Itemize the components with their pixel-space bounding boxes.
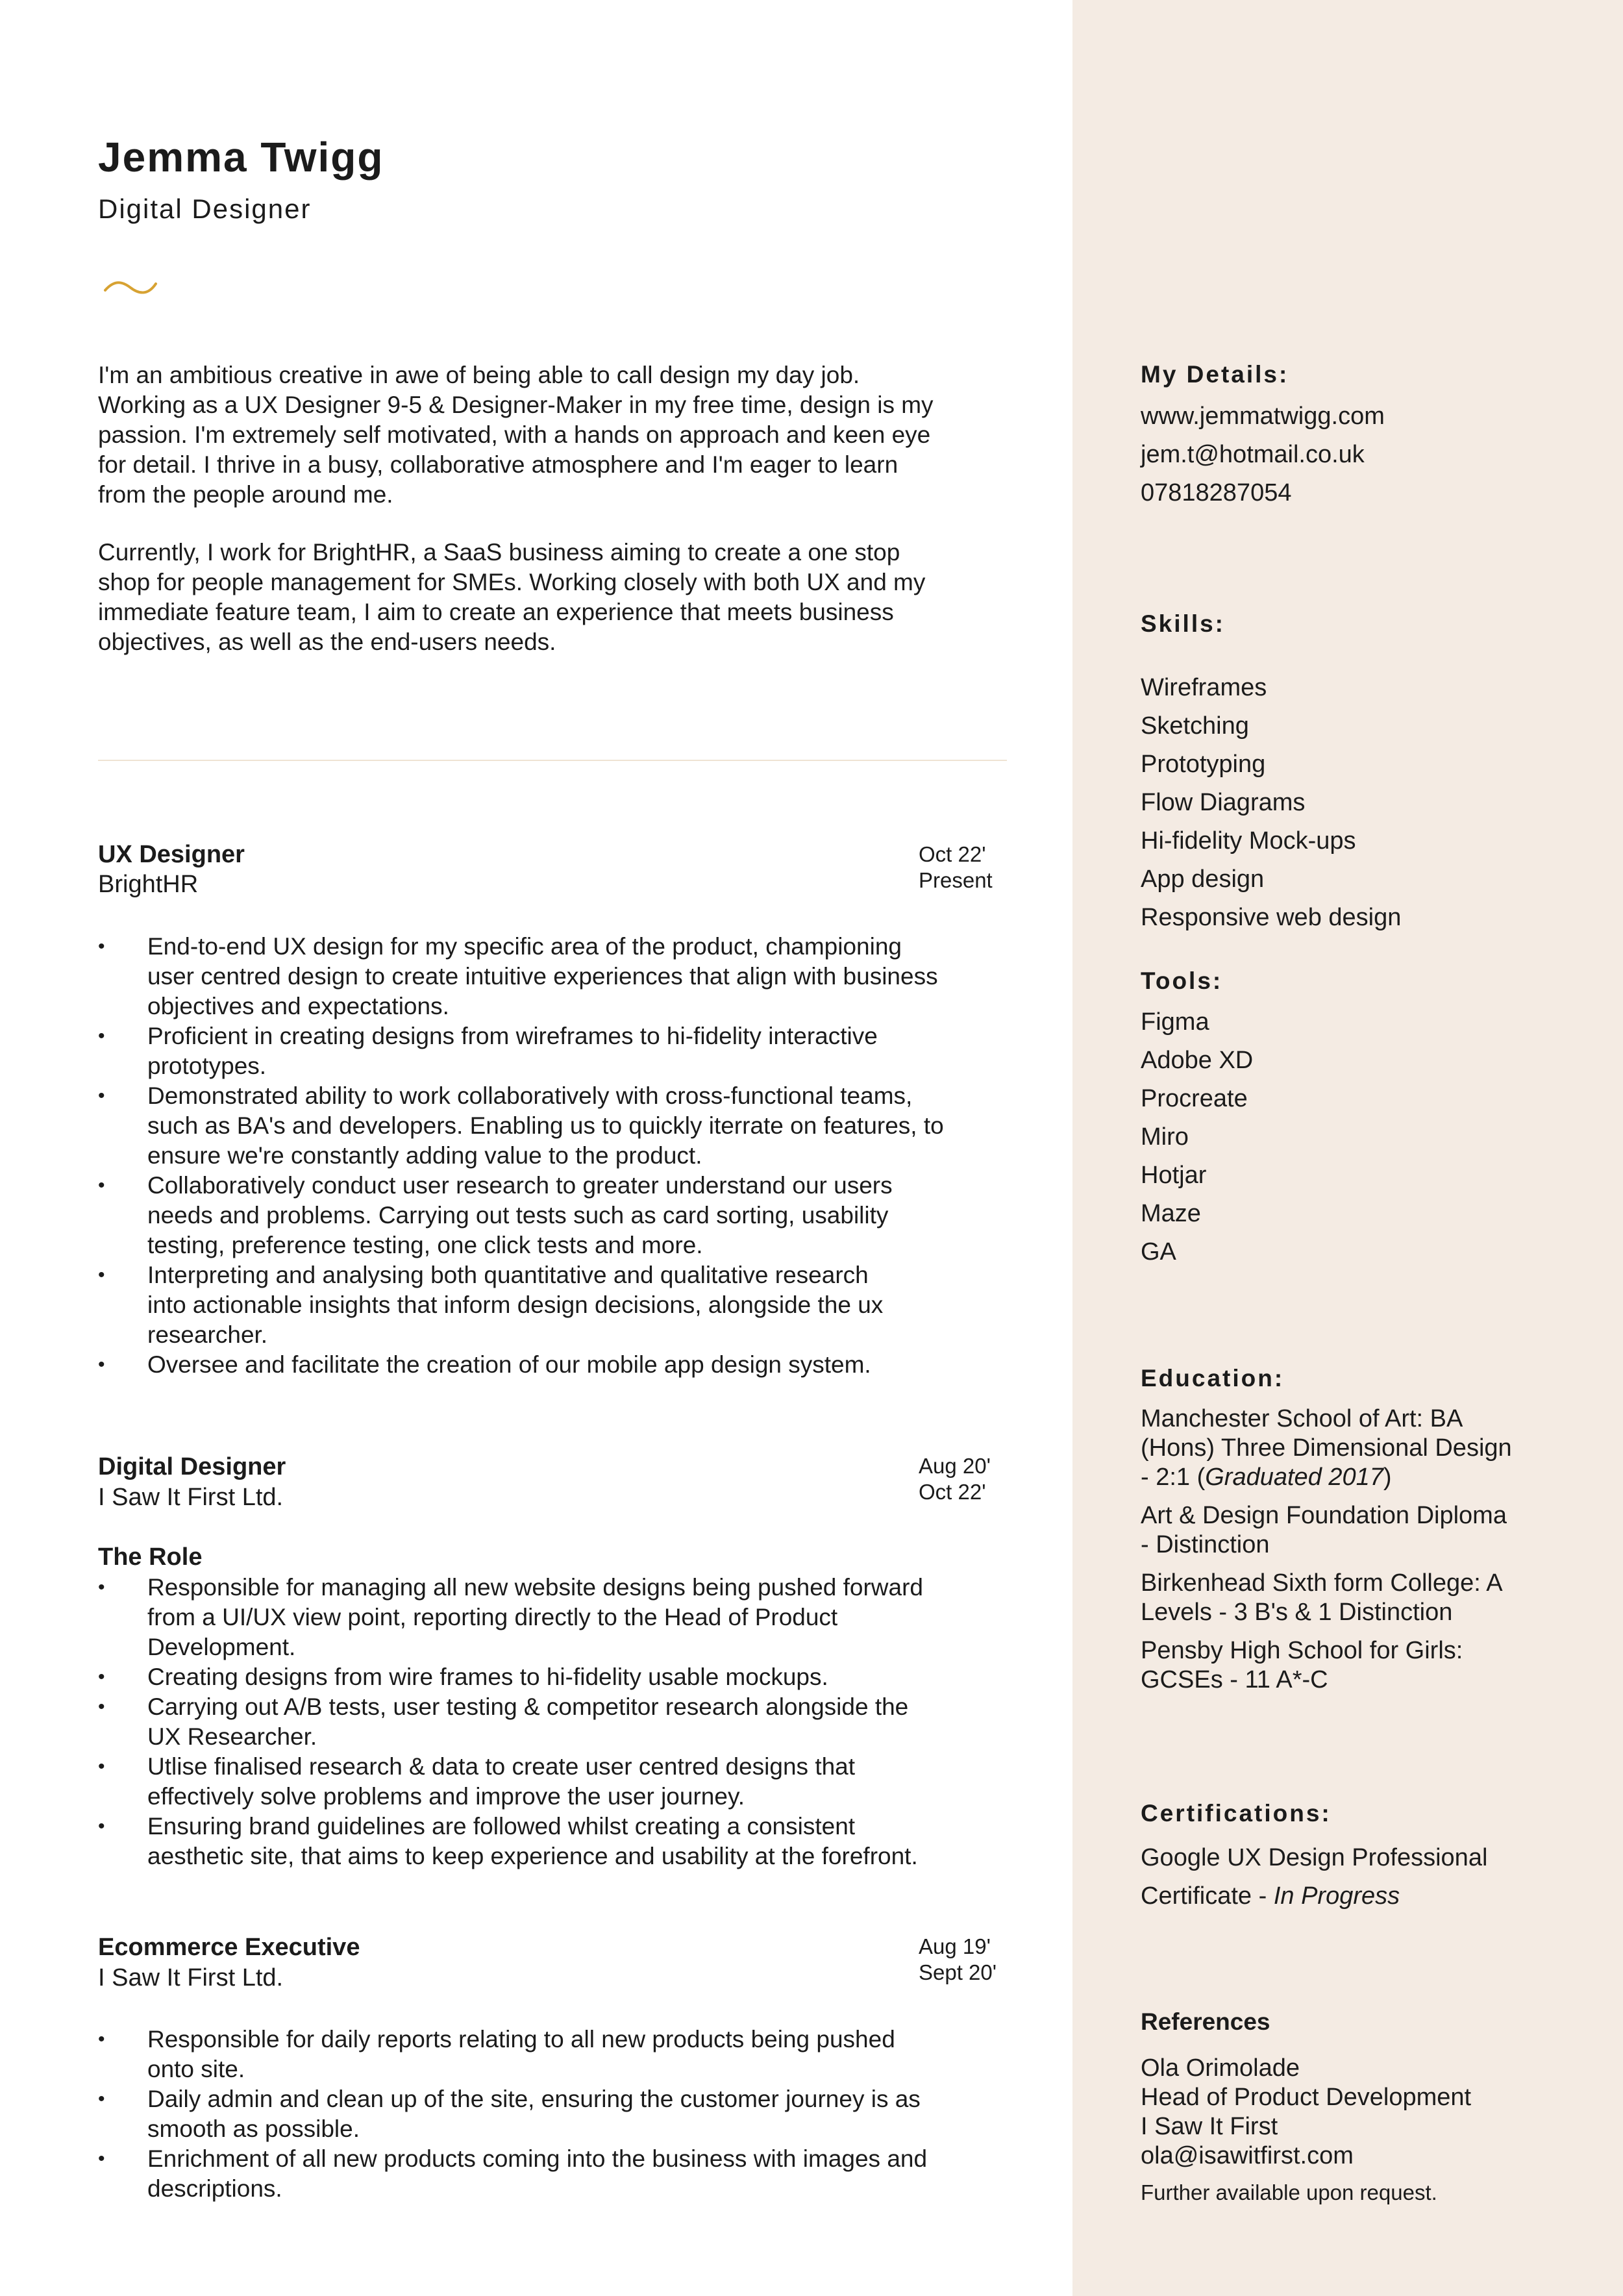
bullet-line: such as BA's and developers. Enabling us to quickly iterrate on features, to (147, 1112, 944, 1139)
skills-list (1141, 669, 1401, 937)
list-item (98, 2025, 1020, 2084)
list-item: Miro (1141, 1123, 1189, 1151)
intro-line: Currently, I work for BrightHR, a SaaS business aiming to create a one stop (98, 539, 900, 566)
text-part: Certificate - (1141, 1882, 1274, 1910)
list-item (1141, 1569, 1595, 1627)
intro-paragraph-2 (98, 538, 1007, 657)
bullet-line: testing, preference testing, one click tests and more. (147, 1232, 703, 1258)
job-company: I Saw It First Ltd. (98, 1964, 284, 1991)
job-dates (919, 1453, 991, 1505)
certifications-heading: Certifications: (1141, 1800, 1332, 1827)
list-item (98, 1573, 1020, 1662)
list-item (98, 1692, 1020, 1752)
cv-role-title: Digital Designer (98, 193, 312, 224)
intro-line: I'm an ambitious creative in awe of being able to call design my day job. (98, 362, 860, 388)
reference-email-link[interactable]: ola@isawitfirst.com (1141, 2142, 1354, 2169)
references-block (1141, 2054, 1471, 2171)
cv-name: Jemma Twigg (98, 134, 384, 181)
details-heading: My Details: (1141, 361, 1289, 388)
job-dates (919, 842, 993, 893)
section-divider (98, 760, 1007, 761)
references-heading: References (1141, 2008, 1270, 2035)
date-end: Present (919, 868, 993, 892)
intro-line: from the people around me. (98, 481, 393, 508)
reference-company: I Saw It First (1141, 2113, 1278, 2140)
bullet-line: ensure we're constantly adding value to the product. (147, 1142, 702, 1169)
intro-line: passion. I'm extremely self motivated, with a hands on approach and keen eye (98, 421, 931, 448)
education-line: (Hons) Three Dimensional Design (1141, 1434, 1512, 1462)
list-item (1141, 1404, 1595, 1492)
job-bullets (98, 1573, 1020, 1871)
date-start: Aug 19' (919, 1934, 991, 1958)
bullet-line: descriptions. (147, 2175, 282, 2202)
certification-line: Google UX Design Professional (1141, 1844, 1488, 1871)
bullet-line: • Oversee and facilitate the creation of our mobile app design system. (147, 1351, 871, 1378)
education-line: - Distinction (1141, 1531, 1270, 1558)
list-item (98, 1662, 1020, 1692)
intro-line: objectives, as well as the end-users needs. (98, 629, 556, 655)
list-item (98, 2084, 1020, 2144)
date-start: Aug 20' (919, 1454, 991, 1478)
bullet-line: smooth as possible. (147, 2115, 360, 2142)
list-item: Prototyping (1141, 751, 1266, 778)
bullet-line: objectives and expectations. (147, 993, 449, 1019)
text-part: - 2:1 ( (1141, 1464, 1206, 1491)
job-company: I Saw It First Ltd. (98, 1484, 284, 1511)
list-item (1141, 1636, 1595, 1695)
certifications-list (1141, 1839, 1487, 1915)
list-item (98, 1081, 1020, 1171)
bullet-line: • Proficient in creating designs from wireframes to hi-fidelity interactive (147, 1023, 878, 1049)
list-item: Hi-fidelity Mock-ups (1141, 827, 1356, 855)
bullet-line: researcher. (147, 1321, 268, 1348)
bullet-line: • Interpreting and analysing both quantitative and qualitative research (147, 1262, 869, 1288)
bullet-line: into actionable insights that inform design decisions, alongside the ux (147, 1292, 884, 1318)
intro-line: Working as a UX Designer 9-5 & Designer-Maker in my free time, design is my (98, 392, 934, 418)
list-item: Maze (1141, 1200, 1201, 1227)
list-item: Figma (1141, 1008, 1209, 1036)
education-line: Pensby High School for Girls: (1141, 1637, 1463, 1664)
job-company: BrightHR (98, 871, 199, 898)
references-note: Further available upon request. (1141, 2180, 1437, 2204)
education-line: GCSEs - 11 A*-C (1141, 1666, 1328, 1693)
reference-role: Head of Product Development (1141, 2084, 1472, 2111)
list-item (98, 1021, 1020, 1081)
education-line: Art & Design Foundation Diploma (1141, 1502, 1507, 1529)
education-heading: Education: (1141, 1365, 1285, 1391)
bullet-line: • Demonstrated ability to work collaboratively with cross-functional teams, (147, 1082, 913, 1109)
list-item: GA (1141, 1238, 1176, 1266)
bullet-line: needs and problems. Carrying out tests such as card sorting, usability (147, 1202, 889, 1229)
details-list (1141, 397, 1385, 512)
list-item: App design (1141, 866, 1265, 893)
certification-line (1141, 1877, 1487, 1915)
job-title: UX Designer (98, 841, 245, 868)
intro-paragraph-1 (98, 360, 1007, 510)
intro-line: shop for people management for SMEs. Working closely with both UX and my (98, 569, 926, 595)
list-item (98, 1171, 1020, 1260)
website-link[interactable]: www.jemmatwigg.com (1141, 403, 1385, 430)
bullet-line: effectively solve problems and improve the user journey. (147, 1783, 745, 1810)
list-item: Sketching (1141, 712, 1249, 740)
bullet-line: • Collaboratively conduct user research to greater understand our users (147, 1172, 893, 1199)
job-title: Digital Designer (98, 1453, 286, 1480)
bullet-line: • Responsible for daily reports relating to all new products being pushed (147, 2026, 895, 2053)
intro-line: immediate feature team, I aim to create an experience that meets business (98, 599, 894, 625)
sub-heading: The Role (98, 1543, 203, 1571)
bullet-line: user centred design to create intuitive experiences that align with business (147, 963, 938, 990)
bullet-line: • Responsible for managing all new website designs being pushed forward (147, 1574, 924, 1601)
list-item: Wireframes (1141, 674, 1267, 701)
list-item (98, 1812, 1020, 1871)
list-item: Procreate (1141, 1085, 1248, 1112)
list-item: Hotjar (1141, 1162, 1207, 1189)
list-item (98, 2144, 1020, 2204)
graduated-note: Graduated 2017 (1205, 1464, 1383, 1491)
list-item: Responsive web design (1141, 904, 1402, 931)
bullet-line: • End-to-end UX design for my specific area of the product, championing (147, 933, 902, 960)
tilde-decoration-icon (103, 276, 158, 299)
list-item (98, 1350, 1020, 1380)
list-item: Adobe XD (1141, 1047, 1254, 1074)
date-end: Oct 22' (919, 1480, 986, 1504)
list-item (98, 932, 1020, 1021)
bullet-line: • Utlise finalised research & data to create user centred designs that (147, 1753, 856, 1780)
list-item (98, 1260, 1020, 1350)
job-dates (919, 1934, 997, 1986)
date-end: Sept 20' (919, 1960, 997, 1984)
text-part: ) (1383, 1464, 1392, 1491)
education-line: Birkenhead Sixth form College: A (1141, 1569, 1503, 1597)
date-start: Oct 22' (919, 842, 986, 866)
bullet-line: • Ensuring brand guidelines are followed whilst creating a consistent (147, 1813, 856, 1840)
education-line (1141, 1463, 1595, 1492)
bullet-line: • Daily admin and clean up of the site, ensuring the customer journey is as (147, 2086, 921, 2112)
education-line: Levels - 3 B's & 1 Distinction (1141, 1599, 1453, 1626)
list-item (1141, 1501, 1595, 1560)
bullet-line: Development. (147, 1634, 296, 1660)
job-bullets (98, 2025, 1020, 2204)
bullet-line: • Carrying out A/B tests, user testing & competitor research alongside the (147, 1693, 909, 1720)
education-list (1141, 1404, 1595, 1704)
bullet-line: UX Researcher. (147, 1723, 317, 1750)
bullet-line: • Creating designs from wire frames to hi-fidelity usable mockups. (147, 1664, 828, 1690)
job-title: Ecommerce Executive (98, 1934, 360, 1961)
list-item: Flow Diagrams (1141, 789, 1306, 816)
bullet-line: prototypes. (147, 1053, 267, 1079)
bullet-line: aesthetic site, that aims to keep experience and usability at the forefront. (147, 1843, 918, 1869)
bullet-line: onto site. (147, 2056, 245, 2082)
phone-number: 07818287054 (1141, 479, 1292, 506)
job-bullets (98, 932, 1020, 1380)
email-link[interactable]: jem.t@hotmail.co.uk (1141, 441, 1365, 468)
bullet-line: from a UI/UX view point, reporting directly to the Head of Product (147, 1604, 838, 1630)
tools-heading: Tools: (1141, 967, 1223, 994)
list-item (98, 1752, 1020, 1812)
education-line: Manchester School of Art: BA (1141, 1405, 1463, 1432)
intro-line: for detail. I thrive in a busy, collaborative atmosphere and I'm eager to learn (98, 451, 898, 478)
skills-heading: Skills: (1141, 610, 1225, 637)
in-progress-note: In Progress (1273, 1882, 1400, 1910)
bullet-line: • Enrichment of all new products coming into the business with images and (147, 2145, 928, 2172)
tools-list (1141, 1003, 1253, 1271)
reference-name: Ola Orimolade (1141, 2054, 1300, 2082)
